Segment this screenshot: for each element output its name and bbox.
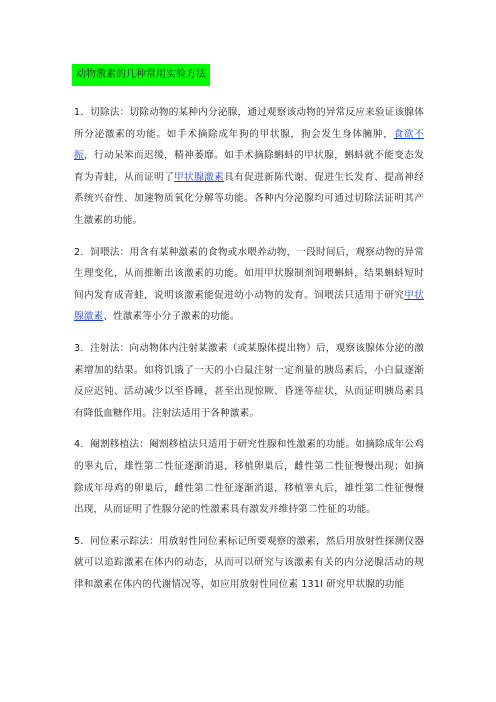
paragraph-text: 4．阉割移植法：阉割移植法只适用于研究性腺和性激素的功能。如摘除成年公鸡的睾丸后，雄性第二性征逐渐消退，移植卵巢后，雌性第二性征慢慢出现；如摘除成年母鸡的卵巢后，雌性第二性征逐渐消退，移植睾丸后，雄性第二性征慢慢出现，从而证明了性腺分泌的性激素具有激发并维持第二性征的功能。: [74, 439, 424, 516]
paragraph-text: 3．注射法：向动物体内注射某激素（或某腺体提出物）后，观察该腺体分泌的激素增加的结果。如将饥饿了一天的小白鼠注射一定剂量的胰岛素后，小白鼠逐渐反应迟钝、活动减少以至昏睡，甚至出现惊厥、昏迷等症状，从而证明胰岛素具有降低血糖作用。注射法适用于各种激素。: [74, 342, 424, 419]
paragraph-text: 1．切除法：切除动物的某种内分泌腺，通过观察该动物的异常反应来验证该腺体所分泌激素的功能。如手术摘除成年狗的甲状腺，狗会发生身体臃肿，: [74, 107, 424, 140]
keyword-link[interactable]: 甲状腺激素: [174, 171, 225, 183]
paragraph-5: [74, 531, 424, 596]
keyword-link[interactable]: 甲状腺激素: [74, 289, 424, 323]
paragraph-3: [74, 338, 424, 424]
document-body: [74, 102, 424, 605]
document-title: 动物激素的几种常用实验方法: [72, 64, 210, 86]
paragraph-4: [74, 434, 424, 520]
keyword-link[interactable]: 食欲不振: [74, 128, 424, 162]
paragraph-text: 、性激素等小分子激素的功能。: [103, 311, 240, 323]
paragraph-2: [74, 242, 424, 328]
paragraph-text: 2．饲喂法：用含有某种激素的食物或水喂养动物，一段时间后，观察动物的异常生理变化，从而推断出该激素的功能。如用甲状腺制剂饲喂蝌蚪，结果蝌蚪短时间内发育成青蛙，说明该激素能促进幼小动物的发育。饲喂法只适用于研究: [74, 246, 424, 301]
paragraph-text: 具有促进新陈代谢、促进生长发育、提高神经系统兴奋性、加速物质氧化分解等功能。各种内分泌腺均可通过切除法证明其产生激素的功能。: [74, 171, 425, 226]
paragraph-1: [74, 102, 424, 232]
paragraph-text: ，行动呆笨而迟缓，精神萎靡。如手术摘除蝌蚪的甲状腺，蝌蚪就不能变态发育为青蛙，从而证明了: [74, 150, 424, 183]
paragraph-text: 5．同位素示踪法：用放射性同位素标记所要观察的激素，然后用放射性探测仪器就可以追踪激素在体内的动态，从而可以研究与该激素有关的内分泌腺活动的规律和激素在体内的代谢情况等，如应用放射性同位素 131I 研究甲状腺的功能: [74, 535, 424, 590]
